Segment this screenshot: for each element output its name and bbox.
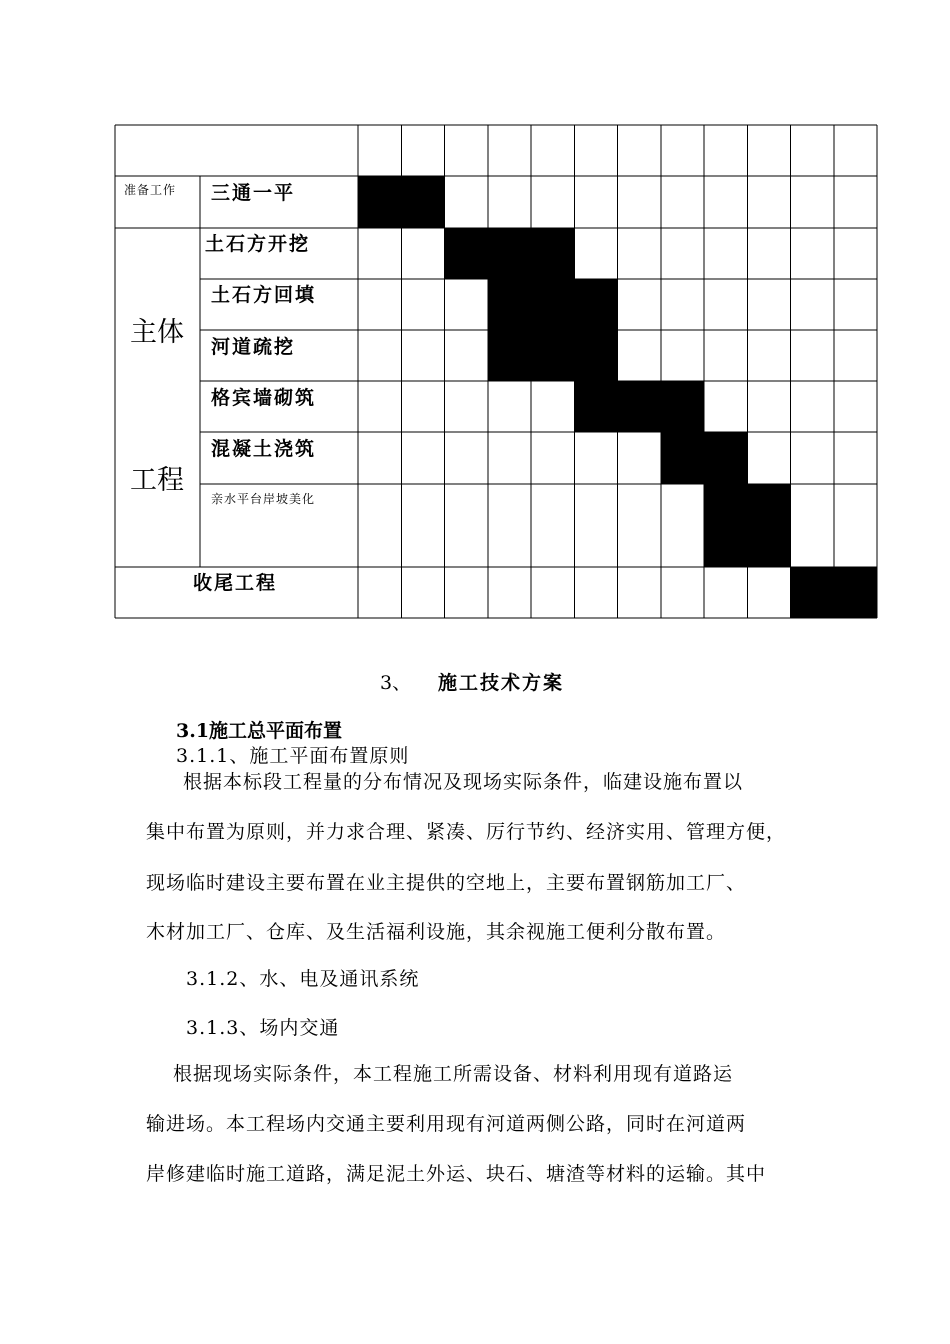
gantt-bar bbox=[445, 228, 575, 279]
paragraph-line: 根据本标段工程量的分布情况及现场实际条件，临建设施布置以 bbox=[183, 771, 744, 793]
item-3-1-1: 3.1.1、施工平面布置原则 bbox=[176, 745, 410, 767]
category-main-top: 主体 bbox=[130, 317, 184, 348]
category-finishing: 收尾工程 bbox=[193, 572, 278, 594]
paragraph-line: 木材加工厂、仓库、及生活福利设施，其余视施工便利分散布置。 bbox=[146, 921, 727, 943]
section-number: 3、 bbox=[380, 672, 412, 694]
gantt-bar bbox=[488, 279, 618, 330]
task-label: 河道疏挖 bbox=[211, 336, 296, 358]
paragraph-line: 根据现场实际条件，本工程施工所需设备、材料利用现有道路运 bbox=[173, 1063, 734, 1085]
subsection-title: 3.1施工总平面布置 bbox=[176, 720, 343, 742]
paragraph-line: 岸修建临时施工道路，满足泥土外运、块石、塘渣等材料的运输。其中 bbox=[146, 1163, 767, 1185]
category-preparation: 准备工作 bbox=[124, 183, 177, 197]
task-label: 三通一平 bbox=[211, 182, 296, 204]
item-3-1-3: 3.1.3、场内交通 bbox=[186, 1017, 340, 1039]
task-label: 土石方回填 bbox=[211, 284, 317, 306]
task-label: 土石方开挖 bbox=[205, 233, 311, 255]
paragraph-line: 现场临时建设主要布置在业主提供的空地上，主要布置钢筋加工厂、 bbox=[146, 872, 747, 894]
paragraph-line: 输进场。本工程场内交通主要利用现有河道两侧公路，同时在河道两 bbox=[146, 1113, 747, 1135]
gantt-bar bbox=[488, 330, 618, 381]
paragraph-line: 集中布置为原则，并力求合理、紧凑、厉行节约、经济实用、管理方便， bbox=[146, 821, 787, 843]
item-3-1-2: 3.1.2、水、电及通讯系统 bbox=[186, 968, 420, 990]
section-title: 施工技术方案 bbox=[438, 672, 565, 694]
category-main-bottom: 工程 bbox=[130, 465, 184, 496]
gantt-bar bbox=[574, 381, 704, 432]
task-label: 格宾墙砌筑 bbox=[211, 387, 317, 409]
task-label: 亲水平台岸坡美化 bbox=[211, 492, 316, 506]
task-label: 混凝土浇筑 bbox=[211, 438, 317, 460]
